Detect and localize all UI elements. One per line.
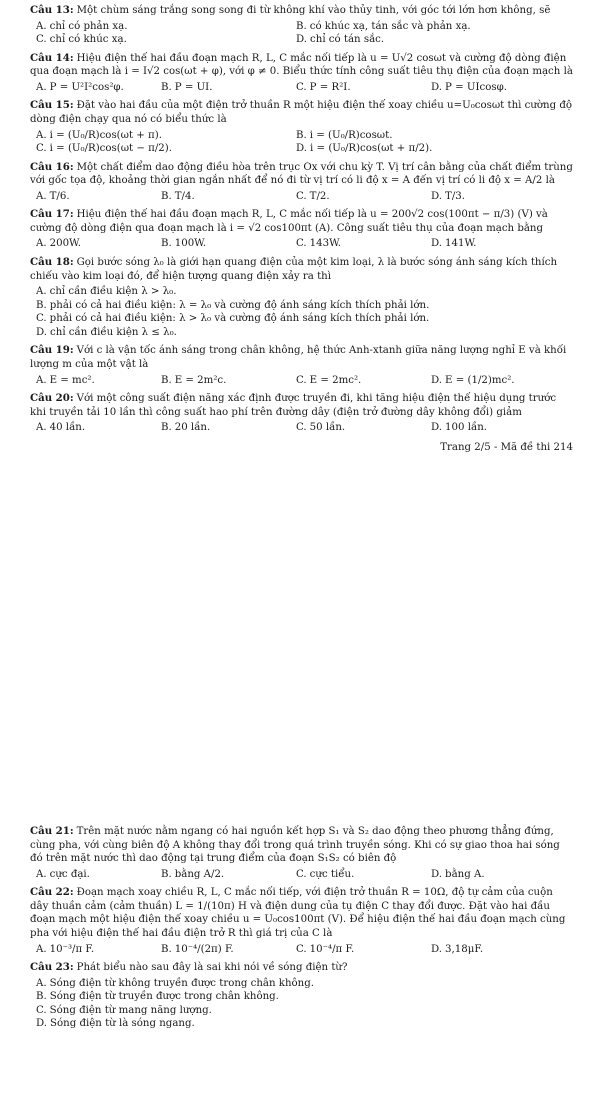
- question-text: Đặt vào hai đầu của một điện trở thuần R một hiệu điện thế xoay chiều u=U₀cosωt thì cường độ dòng điện chạy qua nó có biểu thức là: [30, 100, 573, 125]
- option-key: B.: [296, 129, 307, 141]
- option-text: P = U²I²cos²φ.: [49, 81, 124, 93]
- option-key: C.: [36, 1004, 47, 1016]
- option-key: A.: [36, 374, 47, 386]
- option-key: C.: [36, 143, 47, 155]
- question-number: Câu 22:: [30, 886, 74, 899]
- option-text: 10⁻⁴/(2π) F.: [174, 943, 234, 955]
- exam-page-2: [0, 825, 601, 1090]
- answer-option: [161, 374, 296, 388]
- answer-option: [36, 285, 573, 299]
- option-key: B.: [161, 374, 172, 386]
- answer-option: [36, 1004, 573, 1018]
- option-key: C.: [296, 943, 307, 955]
- answer-option: [36, 237, 161, 251]
- question-stem: [30, 52, 573, 79]
- option-text: T/6.: [49, 190, 70, 202]
- option-key: C.: [296, 81, 307, 93]
- answer-option: [296, 421, 431, 435]
- question-stem: [30, 4, 573, 18]
- question-text: Gọi bước sóng λ₀ là giới hạn quang điện của một kim loại, λ là bước sóng ánh sáng kích thích chiếu vào kim loại đó, để hiện tượng quang điện xảy ra thì: [30, 257, 558, 282]
- question-list: [30, 825, 573, 1031]
- answer-option: [36, 81, 161, 95]
- option-key: A.: [36, 20, 47, 32]
- option-key: B.: [36, 299, 47, 311]
- option-text: i = (U₀/R)cos(ωt + π).: [49, 129, 162, 141]
- page-footer: Trang 2/5 - Mã đề thi 214: [440, 441, 573, 453]
- option-key: D.: [431, 190, 443, 202]
- option-key: B.: [161, 868, 172, 880]
- option-key: B.: [161, 238, 172, 250]
- option-key: A.: [36, 422, 47, 434]
- answer-option: [161, 81, 296, 95]
- answer-option: [431, 81, 573, 95]
- option-text: i = (U₀/R)cos(ωt + π/2).: [310, 143, 433, 155]
- option-text: P = UI.: [174, 81, 213, 93]
- option-text: 10⁻⁴/π F.: [309, 943, 355, 955]
- question-number: Câu 18:: [30, 256, 74, 268]
- question-number: Câu 13:: [30, 4, 74, 16]
- answer-options: [30, 374, 573, 388]
- answer-options: [30, 285, 573, 339]
- option-text: cực tiểu.: [309, 868, 355, 880]
- option-text: i = (U₀/R)cos(ωt − π/2).: [49, 143, 172, 155]
- question: [30, 825, 573, 881]
- option-text: 10⁻³/π F.: [49, 943, 95, 955]
- option-text: 20 lần.: [174, 422, 211, 434]
- answer-option: [296, 943, 431, 957]
- answer-option: [36, 142, 296, 156]
- option-text: T/3.: [445, 190, 465, 202]
- option-text: T/4.: [174, 190, 195, 202]
- answer-options: [30, 190, 573, 204]
- question-list: [30, 4, 573, 435]
- option-text: Sóng điện từ là sóng ngang.: [50, 1018, 195, 1030]
- answer-options: [30, 237, 573, 251]
- option-text: chỉ cần điều kiện λ ≤ λ₀.: [50, 326, 177, 338]
- option-text: E = (1/2)mc².: [445, 374, 515, 386]
- option-text: E = mc².: [49, 374, 95, 386]
- answer-option: [431, 868, 573, 882]
- option-key: D.: [36, 326, 48, 338]
- question: [30, 886, 573, 956]
- answer-option: [431, 943, 573, 957]
- question-text: Trên mặt nước nằm ngang có hai nguồn kết hợp S₁ và S₂ dao động theo phương thẳng đứng, cùng pha, với cùng biên độ A không thay đổi trong quá trình truyền sóng. Khi có sự giao thoa hai sóng đó trên mặt nước thì dao động tại trung điểm của đoạn S₁S₂ có biên độ: [30, 826, 560, 865]
- answer-option: [36, 990, 573, 1004]
- question: [30, 256, 573, 339]
- question: [30, 392, 573, 435]
- question: [30, 208, 573, 251]
- option-text: chỉ cần điều kiện λ > λ₀.: [49, 286, 177, 298]
- option-text: 50 lần.: [309, 422, 346, 434]
- answer-options: [30, 977, 573, 1031]
- option-key: C.: [36, 313, 47, 325]
- option-text: 40 lần.: [49, 422, 86, 434]
- answer-option: [296, 129, 573, 143]
- answer-option: [36, 868, 161, 882]
- question: [30, 4, 573, 47]
- option-text: 200W.: [49, 238, 81, 250]
- question-text: Hiệu điện thế hai đầu đoạn mạch R, L, C mắc nối tiếp là u = 200√2 cos(100πt − π/3) (V) và cường độ dòng điện qua đoạn mạch là i = √2 cos100πt (A). Công suất tiêu thụ của đoạn mạch bằng: [30, 209, 548, 234]
- option-key: A.: [36, 286, 47, 298]
- question-stem: [30, 825, 573, 866]
- answer-options: [30, 421, 573, 435]
- option-key: D.: [296, 34, 308, 46]
- option-key: C.: [296, 190, 307, 202]
- option-text: E = 2mc².: [309, 374, 362, 386]
- question-number: Câu 20:: [30, 392, 74, 405]
- option-text: E = 2m²c.: [174, 374, 227, 386]
- option-key: A.: [36, 81, 47, 93]
- option-text: T/2.: [309, 190, 330, 202]
- answer-option: [36, 943, 161, 957]
- answer-option: [36, 421, 161, 435]
- option-text: 100W.: [174, 238, 207, 250]
- option-text: Sóng điện từ truyền được trong chân không.: [49, 991, 279, 1003]
- answer-option: [36, 312, 573, 326]
- answer-options: [30, 129, 573, 156]
- question-stem: [30, 392, 573, 419]
- option-text: 143W.: [309, 238, 342, 250]
- option-text: có khúc xạ, tán sắc và phản xạ.: [309, 20, 471, 32]
- answer-option: [296, 237, 431, 251]
- question-stem: [30, 256, 573, 283]
- option-key: A.: [36, 129, 47, 141]
- answer-option: [36, 299, 573, 313]
- option-text: 141W.: [445, 238, 477, 250]
- option-text: Sóng điện từ không truyền được trong chân không.: [49, 977, 314, 989]
- question: [30, 344, 573, 387]
- option-key: A.: [36, 190, 47, 202]
- answer-option: [36, 190, 161, 204]
- option-key: B.: [161, 190, 172, 202]
- question-text: Phát biểu nào sau đây là sai khi nói về sóng điện từ?: [76, 962, 348, 974]
- answer-option: [36, 129, 296, 143]
- question-number: Câu 16:: [30, 160, 74, 173]
- option-key: A.: [36, 977, 47, 989]
- question-stem: [30, 344, 573, 371]
- option-key: D.: [431, 374, 443, 386]
- option-key: D.: [431, 868, 443, 880]
- option-text: cực đại.: [49, 868, 90, 880]
- answer-option: [36, 20, 296, 34]
- option-text: chỉ có phản xạ.: [49, 20, 128, 32]
- answer-option: [431, 374, 573, 388]
- question-text: Với c là vận tốc ánh sáng trong chân không, hệ thức Anh-xtanh giữa năng lượng nghỉ E và khối lượng m của một vật là: [30, 345, 567, 370]
- question: [30, 99, 573, 155]
- question: [30, 161, 573, 204]
- option-text: chỉ có tán sắc.: [310, 34, 385, 46]
- option-key: A.: [36, 943, 47, 955]
- option-key: B.: [161, 422, 172, 434]
- option-text: P = R²I.: [309, 81, 351, 93]
- option-key: C.: [296, 868, 307, 880]
- answer-option: [296, 142, 573, 156]
- option-text: i = (U₀/R)cosωt.: [309, 129, 393, 141]
- option-key: D.: [431, 81, 443, 93]
- answer-option: [296, 868, 431, 882]
- answer-option: [296, 190, 431, 204]
- question-number: Câu 21:: [30, 825, 74, 837]
- answer-option: [161, 190, 296, 204]
- answer-option: [36, 326, 573, 340]
- question-stem: [30, 208, 573, 235]
- question-stem: [30, 961, 573, 975]
- answer-option: [161, 868, 296, 882]
- option-key: D.: [296, 143, 308, 155]
- question-text: Một chùm sáng trắng song song đi từ không khí vào thủy tinh, với góc tới lớn hơn không, sẽ: [76, 5, 551, 16]
- question-stem: [30, 161, 573, 188]
- option-key: B.: [36, 991, 47, 1003]
- answer-options: [30, 20, 573, 47]
- answer-option: [431, 237, 573, 251]
- answer-options: [30, 81, 573, 95]
- option-key: B.: [161, 81, 172, 93]
- answer-option: [36, 374, 161, 388]
- option-text: Sóng điện từ mang năng lượng.: [49, 1004, 212, 1016]
- option-text: phải có cả hai điều kiện: λ = λ₀ và cường độ ánh sáng kích thích phải lớn.: [49, 299, 430, 311]
- option-text: bằng A/2.: [174, 868, 225, 880]
- option-text: chỉ có khúc xạ.: [49, 34, 127, 46]
- option-key: B.: [296, 20, 307, 32]
- answer-options: [30, 868, 573, 882]
- option-key: C.: [36, 34, 47, 46]
- option-key: B.: [161, 943, 172, 955]
- option-text: 3,18μF.: [445, 943, 484, 955]
- question-text: Với một công suất điện năng xác định được truyền đi, khi tăng hiệu điện thế hiệu dụng trước khi truyền tải 10 lần thì công suất hao phí trên đường dây (điện trở đường dây không đổi) giảm: [30, 393, 557, 418]
- option-text: P = UIcosφ.: [445, 81, 507, 93]
- question: [30, 961, 573, 1031]
- answer-option: [36, 33, 296, 47]
- option-key: C.: [296, 374, 307, 386]
- question-number: Câu 19:: [30, 344, 74, 357]
- question-stem: [30, 886, 573, 940]
- exam-page-1: [0, 4, 601, 814]
- question-text: Một chất điểm dao động điều hòa trên trục Ox với chu kỳ T. Vị trí cân bằng của chất điểm trùng với gốc tọa độ, khoảng thời gian ngắn nhất để nó đi từ vị trí có li độ x = A đến vị trí có li độ x = A/2 là: [30, 161, 573, 187]
- option-key: A.: [36, 238, 47, 250]
- option-text: phải có cả hai điều kiện: λ > λ₀ và cường độ ánh sáng kích thích phải lớn.: [49, 313, 430, 325]
- question-stem: [30, 99, 573, 126]
- answer-option: [431, 190, 573, 204]
- question: [30, 52, 573, 95]
- question-number: Câu 23:: [30, 961, 74, 974]
- question-text: Hiệu điện thế hai đầu đoạn mạch R, L, C mắc nối tiếp là u = U√2 cosωt và cường độ dòng điện qua đoạn mạch là i = I√2 cos(ωt + φ), với φ ≠ 0. Biểu thức tính công suất tiêu thụ điện của đoạn mạch là: [30, 52, 573, 78]
- answer-option: [296, 20, 573, 34]
- option-key: C.: [296, 238, 307, 250]
- option-key: A.: [36, 868, 47, 880]
- option-text: bằng A.: [445, 868, 485, 880]
- option-key: D.: [431, 943, 443, 955]
- question-number: Câu 17:: [30, 208, 74, 221]
- question-number: Câu 14:: [30, 51, 74, 64]
- question-number: Câu 15:: [30, 99, 74, 112]
- answer-option: [296, 81, 431, 95]
- answer-option: [161, 421, 296, 435]
- answer-options: [30, 943, 573, 957]
- option-key: C.: [296, 422, 307, 434]
- option-key: D.: [36, 1018, 48, 1030]
- answer-option: [161, 237, 296, 251]
- option-text: 100 lần.: [445, 422, 488, 434]
- answer-option: [431, 421, 573, 435]
- answer-option: [161, 943, 296, 957]
- option-key: D.: [431, 238, 443, 250]
- question-text: Đoạn mạch xoay chiều R, L, C mắc nối tiếp, với điện trở thuần R = 10Ω, độ tự cảm của cuộn dây thuần cảm (cảm thuần) L = 1/(10π) H và điện dung của tụ điện C thay đổi được. Đặt vào hai đầu đoạn mạch một hiệu điện thế xoay chiều u = U₀cos100πt (V). Để hiệu điện thế hai đầu đoạn mạch cùng pha với hiệu điện thế hai đầu điện trở R thì giá trị của C là: [30, 887, 566, 939]
- option-key: D.: [431, 422, 443, 434]
- answer-option: [296, 33, 573, 47]
- answer-option: [296, 374, 431, 388]
- answer-option: [36, 1017, 573, 1031]
- answer-option: [36, 977, 573, 991]
